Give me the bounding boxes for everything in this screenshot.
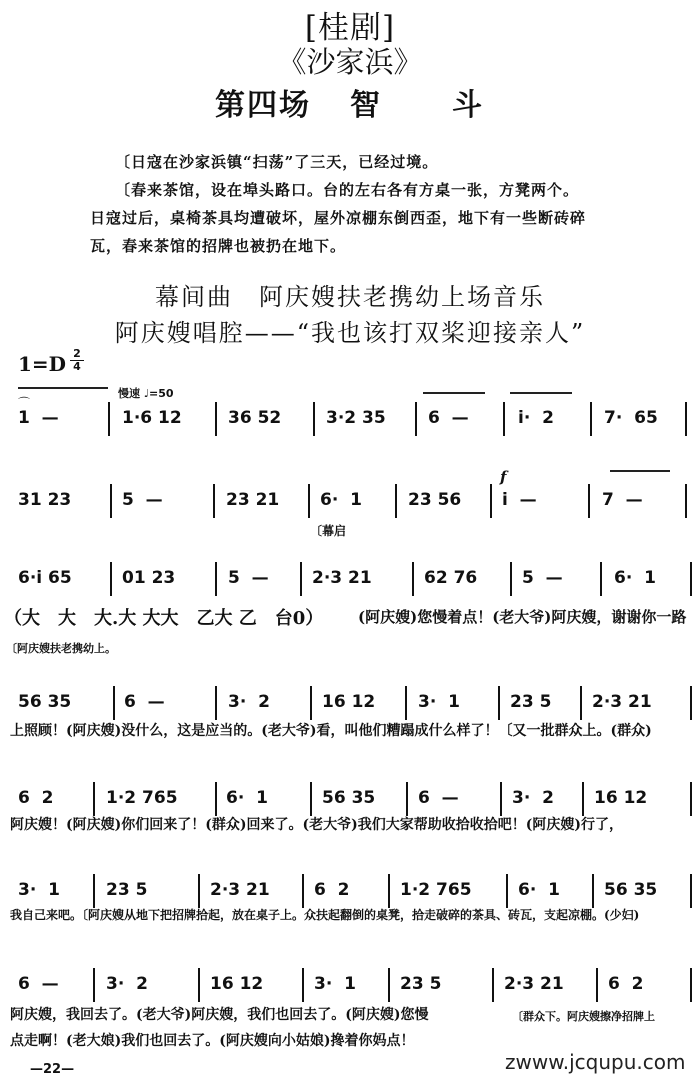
watermark: zwww.jcqupu.com [505,1050,686,1074]
measure: 3· 1 [418,692,460,712]
score-row-1 [10,408,690,438]
barline [596,968,598,1002]
measure: 6·i 65 [18,568,72,588]
barline [93,874,95,908]
curtain-rises-note: 〔幕启 [310,524,347,538]
measure: 6 2 [18,788,54,808]
barline [113,686,115,720]
measure: 6· 1 [518,880,560,900]
measure: 6 — [428,408,469,428]
measure: 36 52 [228,408,282,428]
score-row-2 [10,490,690,520]
barline [310,782,312,816]
barline [600,562,602,596]
measure: i· 2 [518,408,554,428]
measure: 2·3 21 [504,974,564,994]
score-row-4 [10,692,690,722]
measure: 6 — [418,788,459,808]
barline [490,484,492,518]
measure: 1·6 12 [122,408,182,428]
barline [685,402,687,436]
barline [690,874,692,908]
meter-top: 2 [73,347,81,360]
barline [498,686,500,720]
barline [690,686,692,720]
barline [415,402,417,436]
measure: 3· 1 [18,880,60,900]
measure: 6 2 [608,974,644,994]
barline [500,782,502,816]
scene-title-2: 斗 [452,88,482,123]
measure: i — [502,490,537,510]
barline [215,782,217,816]
crescendo-hairpin [18,387,108,389]
measure: 62 76 [424,568,478,588]
barline [405,686,407,720]
barline [110,562,112,596]
measure: 23 56 [408,490,462,510]
lyric-row-6: 我自己来吧。〔阿庆嫂从地下把招牌拾起，放在桌子上。众扶起翻倒的桌凳，拾走破碎的茶具、砖瓦，支起凉棚。(少妇) [10,908,640,922]
barline [690,782,692,816]
measure: 16 12 [210,974,264,994]
barline [388,874,390,908]
measure: 3· 1 [314,974,356,994]
scene-number: 第四场 [215,88,311,123]
decrescendo-hairpin [510,392,572,394]
barline [93,968,95,1002]
measure: 56 35 [604,880,658,900]
barline [395,484,397,518]
measure: 23 21 [226,490,280,510]
measure: 5 — [522,568,563,588]
section-title-1: 幕间曲 阿庆嫂扶老携幼上场音乐 [155,283,545,311]
barline [492,968,494,1002]
scene-title-1: 智 [350,88,380,123]
lyric-row-7a: 阿庆嫂，我回去了。(老大爷)阿庆嫂，我们也回去了。(阿庆嫂)您慢 [10,1007,429,1023]
measure: 6 — [18,974,59,994]
barline [302,874,304,908]
barline [590,402,592,436]
measure: 6 — [124,692,165,712]
barline [406,782,408,816]
barline [690,968,692,1002]
measure: 16 12 [322,692,376,712]
barline [588,484,590,518]
time-signature [70,348,84,373]
measure: 7 — [602,490,643,510]
barline [510,562,512,596]
measure: 1·2 765 [400,880,472,900]
barline [302,968,304,1002]
measure: 1 — [18,408,59,428]
measure: 2·3 21 [210,880,270,900]
section-title-2: 阿庆嫂唱腔——“我也该打双桨迎接亲人” [114,319,586,347]
measure: 23 5 [400,974,442,994]
measure: 56 35 [18,692,72,712]
measure: 3·2 35 [326,408,386,428]
play-title: 《沙家浜》 [277,45,423,79]
stage-direction-exit: 〔群众下。阿庆嫂擦净招牌上 [512,1010,655,1023]
genre-label: [桂剧] [304,10,396,46]
key-signature: 1=D [18,352,67,376]
lyric-row-4: 上照顾！(阿庆嫂)没什么，这是应当的。(老大爷)看，叫他们糟蹋成什么样了！〔又一批群众上。(群众) [10,723,652,739]
measure: 2·3 21 [312,568,372,588]
stage-direction-enter: 〔阿庆嫂扶老携幼上。 [6,642,116,655]
measure: 23 5 [106,880,148,900]
measure: 2·3 21 [592,692,652,712]
measure: 16 12 [594,788,648,808]
decrescendo-hairpin [610,470,670,472]
stage-direction-2: 〔春来茶馆，设在埠头路口。台的左右各有方桌一张，方凳两个。 [115,181,580,199]
measure: 6· 1 [614,568,656,588]
barline [690,562,692,596]
barline [592,874,594,908]
barline [198,874,200,908]
measure: 7· 65 [604,408,658,428]
measure: 3· 2 [228,692,270,712]
page-number: —22— [30,1062,75,1077]
measure: 56 35 [322,788,376,808]
barline [308,484,310,518]
stage-direction-1: 〔日寇在沙家浜镇“扫荡”了三天，已经过境。 [115,153,439,171]
barline [310,686,312,720]
score-row-3 [10,568,690,598]
lyric-row-5: 阿庆嫂！(阿庆嫂)你们回来了！(群众)回来了。(老大爷)我们大家帮助收拾收拾吧！(阿庆嫂)行了， [10,817,623,833]
barline [580,686,582,720]
measure: 6· 1 [226,788,268,808]
barline [215,562,217,596]
barline [582,782,584,816]
fermata-icon: ⌒ [18,396,31,410]
barline [215,686,217,720]
barline [685,484,687,518]
barline [388,968,390,1002]
tempo-marking: 慢速 ♩=50 [118,387,174,400]
barline [215,402,217,436]
measure: 23 5 [510,692,552,712]
score-row-7 [10,974,690,1004]
barline [110,484,112,518]
dynamic-forte: f [500,468,507,486]
meter-bottom: 4 [70,360,84,373]
measure: 01 23 [122,568,176,588]
barline [313,402,315,436]
measure: 1·2 765 [106,788,178,808]
barline [506,874,508,908]
measure: 5 — [122,490,163,510]
crescendo-hairpin [423,392,485,394]
measure: 3· 2 [512,788,554,808]
barline [412,562,414,596]
barline [503,402,505,436]
measure: 31 23 [18,490,72,510]
lyric-row-3: (阿庆嫂)您慢着点！(老大爷)阿庆嫂，谢谢你一路 [358,608,687,626]
barline [300,562,302,596]
percussion-line: （大 大 大.大 大大 乙大 乙 台0） [4,608,324,629]
barline [108,402,110,436]
measure: 5 — [228,568,269,588]
lyric-row-7b: 点走啊！(老大娘)我们也回去了。(阿庆嫂向小姑娘)搀着你妈点！ [10,1033,415,1049]
barline [213,484,215,518]
measure: 3· 2 [106,974,148,994]
stage-direction-3: 日寇过后，桌椅茶具均遭破坏，屋外凉棚东倒西歪，地下有一些断砖碎 [90,209,587,227]
measure: 6· 1 [320,490,362,510]
barline [198,968,200,1002]
measure: 6 2 [314,880,350,900]
stage-direction-4: 瓦，春来茶馆的招牌也被扔在地下。 [90,237,347,255]
barline [93,782,95,816]
